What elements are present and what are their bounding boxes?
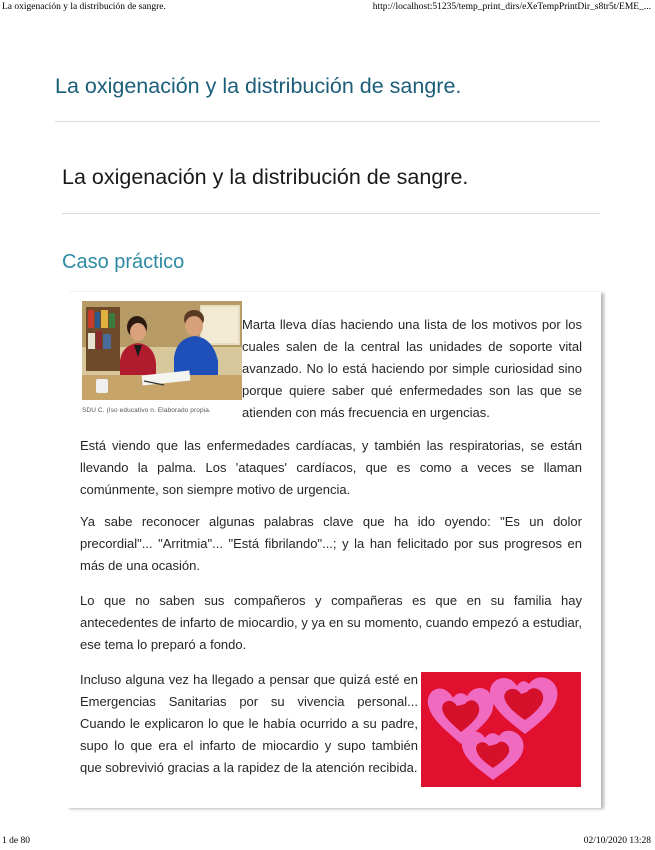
title-divider: [55, 121, 600, 122]
print-datetime: 02/10/2020 13:28: [583, 836, 651, 846]
case-paragraph: Incluso alguna vez ha llegado a pensar que quizá esté en Emergencias Sanitarias por su vivencia personal... Cuando le explicaron lo que le había ocurrido a su padre, supo lo que era el infarto de miocardio y supo también que sobrevivió gracias a la rapidez de la atención recibida.: [80, 672, 418, 775]
case-study-box: [66, 292, 601, 808]
case-paragraph: Ya sabe reconocer algunas palabras clave que ha ido oyendo: "Es un dolor precordial"... "Arritmia"... "Está fibrilando"...; y la han felicitado por sus progresos en más de una ocasión.: [80, 514, 582, 573]
page-title: La oxigenación y la distribución de sangre.: [55, 74, 462, 98]
print-header-url: http://localhost:51235/temp_print_dirs/eXeTempPrintDir_s8tr5t/EME_...: [372, 2, 651, 12]
case-paragraph: Marta lleva días haciendo una lista de los motivos por los cuales salen de la central las unidades de soporte vital avanzado. No lo está haciendo por simple curiosidad sino porque quiere saber qué enfermedades son las que se atienden con más frecuencia en urgencias.: [242, 317, 582, 420]
case-paragraph: Está viendo que las enfermedades cardíacas, y también las respiratorias, se están llevando la palma. Los 'ataques' cardíacos, que es como a veces se llaman comúnmente, son siempre motivo de urgencia.: [80, 438, 582, 497]
case-paragraph: Lo que no saben sus compañeros y compañeras es que en su familia hay antecedentes de infarto de miocardio, y ya en su momento, cuando empezó a estudiar, ese tema lo preparó a fondo.: [80, 593, 582, 652]
page-count: 1 de 80: [2, 836, 30, 846]
study-photo: [82, 301, 242, 400]
page-subtitle: La oxigenación y la distribución de sangre.: [62, 165, 469, 189]
study-photo-figure: [82, 301, 242, 414]
photo-caption: SDU C. (Iso educativo n. Elaborado propia.: [82, 407, 211, 414]
section-heading: Caso práctico: [62, 251, 185, 273]
print-header: [0, 2, 655, 16]
hearts-candy-photo: [421, 672, 581, 787]
print-header-title: La oxigenación y la distribución de sangre.: [2, 2, 166, 12]
subtitle-divider: [62, 213, 600, 214]
